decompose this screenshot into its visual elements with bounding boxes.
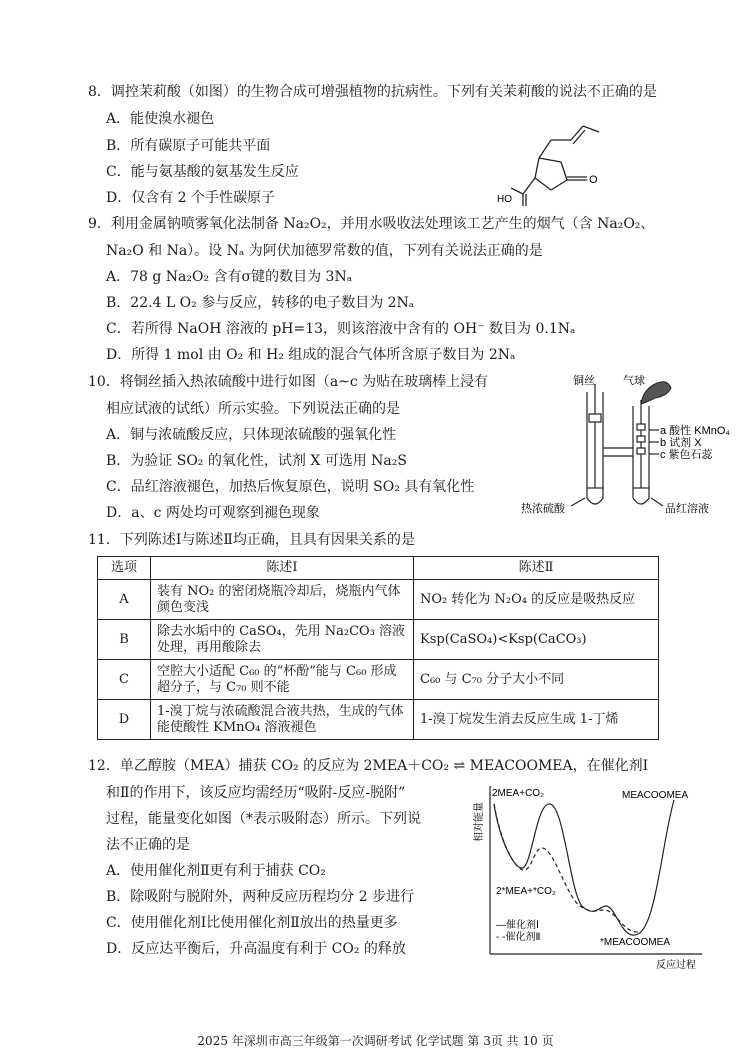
label-end: MEACOOMEA bbox=[622, 790, 689, 801]
q12-stem-line4: 法不正确的是 bbox=[106, 837, 190, 853]
header-statement1: 陈述Ⅰ bbox=[151, 557, 414, 580]
q11-stem: 11．下列陈述Ⅰ与陈述Ⅱ均正确，且具有因果关系的是 bbox=[88, 532, 415, 548]
curve-catalyst-2 bbox=[494, 804, 638, 932]
q10-option-b: B．为验证 SO₂ 的氧化性，试剂 X 可选用 Na₂S bbox=[106, 453, 407, 469]
header-statement2: 陈述Ⅱ bbox=[414, 557, 659, 580]
q10-apparatus-figure bbox=[515, 370, 751, 520]
q9-stem-line2: Na₂O 和 Na）。设 Nₐ 为阿伏加德罗常数的值，下列有关说法正确的是 bbox=[106, 243, 543, 259]
q11-table bbox=[97, 556, 659, 740]
table-row bbox=[98, 700, 659, 740]
q9-option-d: D．所得 1 mol 由 O₂ 和 H₂ 组成的混合气体所含原子数目为 2Nₐ bbox=[106, 347, 516, 363]
label-a: a 酸性 KMnO₄ bbox=[660, 425, 730, 437]
header-option: 选项 bbox=[98, 557, 151, 580]
table-row bbox=[98, 580, 659, 620]
row-d-statement1: 1-溴丁烷与浓硫酸混合液共热，生成的气体能使酸性 KMnO₄ 溶液褪色 bbox=[151, 700, 414, 740]
legend-catalyst-2: - -催化剂Ⅱ bbox=[496, 932, 541, 943]
row-c-statement2: C₆₀ 与 C₇₀ 分子大小不同 bbox=[414, 660, 659, 700]
label-ylabel: 相对能量 bbox=[474, 802, 485, 842]
row-a-key: A bbox=[98, 580, 151, 620]
q12-stem-line1: 12．单乙醇胺（MEA）捕获 CO₂ 的反应为 2MEA＋CO₂ ⇌ MEACOOMEA，在催化剂Ⅰ bbox=[88, 758, 649, 774]
row-d-key: D bbox=[98, 700, 151, 740]
row-a-statement1: 装有 NO₂ 的密闭烧瓶冷却后，烧瓶内气体颜色变浅 bbox=[151, 580, 414, 620]
q9-option-c: C．若所得 NaOH 溶液的 pH=13，则该溶液中含有的 OH⁻ 数目为 0.1Nₐ bbox=[106, 321, 576, 337]
q8-stem: 8．调控茉莉酸（如图）的生物合成可增强植物的抗病性。下列有关茉莉酸的说法不正确的是 bbox=[88, 84, 657, 100]
page-footer: 2025 年深圳市高三年级第一次调研考试 化学试题 第 3页 共 10 页 bbox=[197, 1034, 554, 1048]
struct-label-ho: HO bbox=[497, 194, 512, 205]
q12-stem-line3: 过程，能量变化如图（*表示吸附态）所示。下列说 bbox=[106, 811, 421, 827]
table-row bbox=[98, 620, 659, 660]
label-balloon: 气球 bbox=[623, 375, 645, 387]
row-b-statement1: 除去水垢中的 CaSO₄，先用 Na₂CO₃ 溶液处理，再用酸除去 bbox=[151, 620, 414, 660]
label-c: c 紫色石蕊 bbox=[660, 449, 713, 461]
curve-catalyst-1 bbox=[494, 800, 674, 935]
legend-catalyst-1: —催化剂Ⅰ bbox=[496, 920, 539, 931]
q12-option-d: D．反应达平衡后，升高温度有利于 CO₂ 的释放 bbox=[106, 941, 406, 957]
jasmonic-acid-structure bbox=[495, 118, 635, 210]
label-start: 2MEA+CO₂ bbox=[492, 788, 544, 799]
label-ads-end: *MEACOOMEA bbox=[600, 937, 671, 948]
q8-option-b: B．所有碳原子可能共平面 bbox=[106, 138, 271, 154]
label-fuchsin: 品红溶液 bbox=[665, 503, 709, 515]
q8-option-a: A．能使溴水褪色 bbox=[106, 111, 215, 127]
table-row bbox=[98, 660, 659, 700]
q12-option-a: A．使用催化剂Ⅱ更有利于捕获 CO₂ bbox=[106, 863, 326, 879]
label-copper-wire: 铜丝 bbox=[573, 375, 595, 387]
q9-option-a: A．78 g Na₂O₂ 含有σ键的数目为 3Nₐ bbox=[106, 269, 353, 285]
q10-option-d: D．a、c 两处均可观察到褪色现象 bbox=[106, 505, 320, 521]
label-b: b 试剂 X bbox=[660, 437, 702, 449]
row-c-statement1: 空腔大小适配 C₆₀ 的“杯酚”能与 C₆₀ 形成超分子，与 C₇₀ 则不能 bbox=[151, 660, 414, 700]
q12-option-c: C．使用催化剂Ⅰ比使用催化剂Ⅱ放出的热量更多 bbox=[106, 915, 398, 931]
row-b-key: B bbox=[98, 620, 151, 660]
q10-option-a: A．铜与浓硫酸反应，只体现浓硫酸的强氧化性 bbox=[106, 427, 397, 443]
row-c-key: C bbox=[98, 660, 151, 700]
q12-option-b: B．除吸附与脱附外，两种反应历程均分 2 步进行 bbox=[106, 889, 415, 905]
label-hot-acid: 热浓硫酸 bbox=[521, 503, 565, 515]
q12-energy-diagram bbox=[470, 782, 710, 972]
q12-stem-line2: 和Ⅱ的作用下，该反应均需经历“吸附-反应-脱附” bbox=[106, 785, 406, 801]
label-xlabel: 反应过程 bbox=[656, 960, 696, 971]
row-b-statement2: Ksp(CaSO₄)<Ksp(CaCO₃) bbox=[414, 620, 659, 660]
q10-stem-line1: 10．将铜丝插入热浓硫酸中进行如图（a~c 为贴在玻璃棒上浸有 bbox=[88, 374, 489, 390]
q9-stem-line1: 9．利用金属钠喷雾氧化法制备 Na₂O₂，并用水吸收法处理该工艺产生的烟气（含 Na₂O₂、 bbox=[88, 216, 655, 232]
row-d-statement2: 1-溴丁烷发生消去反应生成 1-丁烯 bbox=[414, 700, 659, 740]
table-header-row bbox=[98, 557, 659, 580]
balloon-icon bbox=[641, 382, 671, 404]
q8-option-d: D．仅含有 2 个手性碳原子 bbox=[106, 190, 276, 206]
q10-option-c: C．品红溶液褪色，加热后恢复原色，说明 SO₂ 具有氧化性 bbox=[106, 479, 475, 495]
q10-stem-line2: 相应试液的试纸）所示实验。下列说法正确的是 bbox=[106, 401, 400, 417]
q9-option-b: B．22.4 L O₂ 参与反应，转移的电子数目为 2Nₐ bbox=[106, 295, 415, 311]
q8-option-c: C．能与氨基酸的氨基发生反应 bbox=[106, 164, 299, 180]
struct-label-o1: O bbox=[589, 174, 598, 186]
label-ads-start: 2*MEA+*CO₂ bbox=[496, 886, 556, 897]
row-a-statement2: NO₂ 转化为 N₂O₄ 的反应是吸热反应 bbox=[414, 580, 659, 620]
